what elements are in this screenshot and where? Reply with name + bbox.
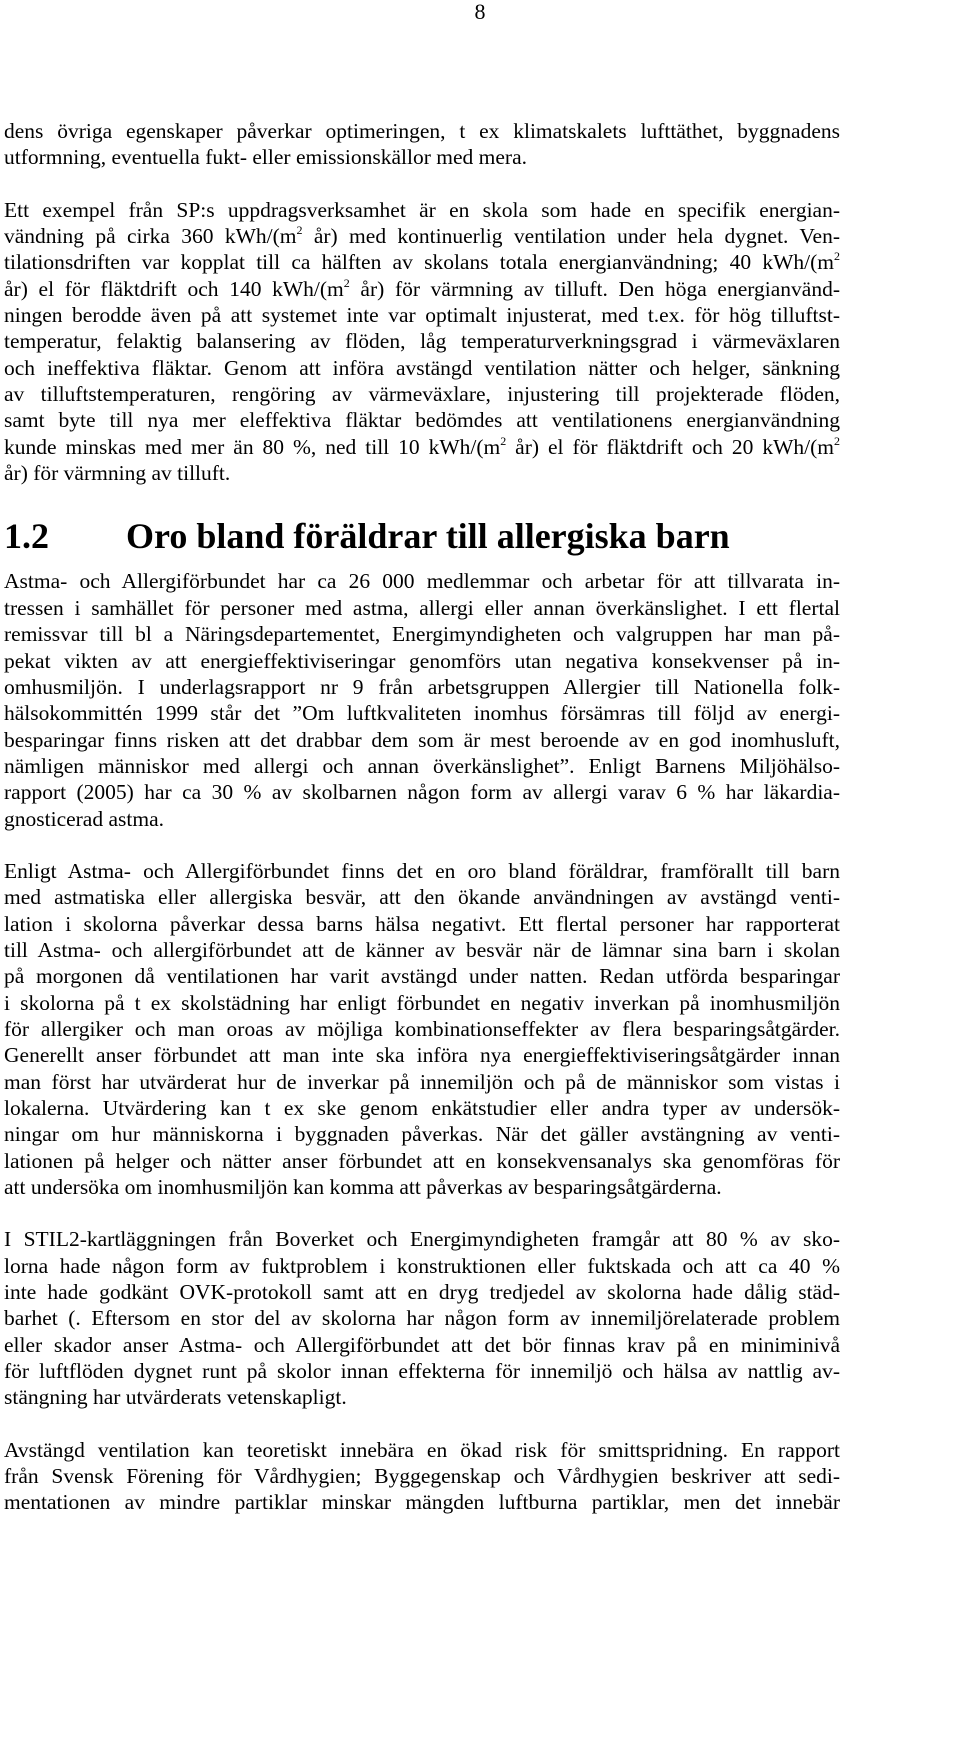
text-line: på morgonen då ventilationen har varit avstängd under natten. Redan utförda besparingar	[4, 964, 840, 989]
paragraph-3	[4, 568, 840, 831]
text-line: Avstängd ventilation kan teoretiskt innebära en ökad risk för smittspridning. En rapport	[4, 1437, 840, 1462]
text-line: inte hade godkänt OVK-protokoll samt att en dryg tredjedel av skolorna hade dålig städ-	[4, 1280, 840, 1305]
text-line: barhet (. Eftersom en stor del av skolorna har någon form av innemiljörelaterade problem	[4, 1306, 840, 1331]
text-line: omhusmiljön. I underlagsrapport nr 9 från arbetsgruppen Allergier till Nationella folk-	[4, 674, 840, 699]
superscript: 2	[343, 275, 350, 290]
superscript: 2	[834, 433, 840, 448]
paragraph-4	[4, 858, 840, 1200]
text-line: mentationen av mindre partiklar minskar mängden luftburna partiklar, men det innebär	[4, 1490, 840, 1515]
text-line: med astmatiska eller allergiska besvär, att den ökande användningen av avstängd venti-	[4, 885, 840, 910]
text-line: ningar om hur människorna i byggnaden påverkas. När det gäller avstängning av venti-	[4, 1122, 840, 1147]
text-line: samt byte till nya mer eleffektiva fläktar bedömdes att ventilationens energianvändning	[4, 408, 840, 433]
text-line: år) för värmning av tilluft.	[4, 461, 231, 486]
text-line: temperatur, felaktig balansering av flöden, låg temperaturverkningsgrad i värmeväxlaren	[4, 329, 840, 354]
text-line: dens övriga egenskaper påverkar optimeringen, t ex klimatskalets lufttäthet, byggnadens	[4, 119, 840, 143]
section-number: 1.2	[4, 516, 49, 557]
text-line: Generellt anser förbundet att man inte ska införa nya energieffektiviseringsåtgärder innan	[4, 1043, 840, 1068]
paragraph-1	[4, 118, 840, 171]
text-line: för allergiker och man oroas av möjliga kombinationseffekter av flera besparingsåtgärder.	[4, 1016, 840, 1041]
text-line: till Astma- och allergiförbundet att de känner av besvär när de lämnar sina barn i skolan	[4, 937, 840, 962]
text-line: lokalerna. Utvärdering kan t ex ske genom enkätstudier eller andra typer av undersök-	[4, 1096, 840, 1120]
paragraph-5	[4, 1226, 840, 1410]
text-line: i skolorna på t ex skolstädning har enligt förbundet en negativ inverkan på inomhusmiljön	[4, 990, 840, 1015]
superscript: 2	[500, 433, 507, 448]
text-line: år) el för fläktdrift och 140 kWh/($m^2$ år) för värmning av tilluft. Den höga energianvänd-	[4, 275, 840, 301]
text-line: att undersöka om inomhusmiljön kan komma att påverkas av besparingsåtgärderna.	[4, 1175, 722, 1200]
text-line: av tilluftstemperaturen, rengöring av värmeväxlare, injustering till projekterade flöden,	[4, 382, 840, 407]
text-line: tressen i samhället för personer med astma, allergi eller annan överkänslighet. I ett flertal	[4, 595, 840, 620]
text-line: gnosticerad astma.	[4, 806, 165, 831]
text-line: eller skador anser Astma- och Allergiförbundet att det bör finnas krav på en miniminivå	[4, 1332, 840, 1357]
text-line: I STIL2-kartläggningen från Boverket och Energimyndigheten framgår att 80 % av sko-	[4, 1227, 840, 1252]
text-line: hälsokommittén 1999 står det ”Om luftkvaliteten inomhus försämras till följd av energi-	[4, 701, 840, 726]
text-line: remissvar till bl a Näringsdepartementet, Energimyndigheten och valgruppen har man på-	[4, 622, 840, 647]
text-line: tilationsdriften var kopplat till ca hälften av skolans totala energianvändning; 40 kWh/($m^2$	[4, 249, 840, 275]
text-line: besparingar finns risken att det drabbar dem som är mest beroende av en god inomhusluft,	[4, 727, 840, 752]
text-line: Enligt Astma- och Allergiförbundet finns det en oro bland föräldrar, framförallt till barn	[4, 858, 840, 883]
text-line: för luftflöden dygnet runt på skolor innan effekterna för innemiljö och hälsa av nattlig av-	[4, 1359, 840, 1384]
text-line: och ineffektiva fläktar. Genom att införa avstängd ventilation nätter och helger, sänkning	[4, 355, 840, 380]
text-line: nämligen människor med allergi och annan överkänslighet”. Enligt Barnens Miljöhälso-	[4, 753, 840, 778]
text-line: man först har utvärderat hur de inverkar på innemiljön och på de människor som vistas i	[4, 1069, 840, 1094]
text-line: rapport (2005) har ca 30 % av skolbarnen någon form av allergi varav 6 % har läkardia-	[4, 780, 840, 805]
text-line: ningen berodde även på att systemet inte var optimalt injusterat, med t.ex. för hög tilluftst-	[4, 303, 840, 328]
page-number: 8	[474, 0, 486, 24]
superscript: 2	[834, 249, 840, 264]
text-line: lationen på helger och nätter anser förbundet att en konsekvensanalys ska genomföras för	[4, 1148, 840, 1173]
section-heading	[4, 514, 840, 558]
document-body	[4, 118, 840, 1516]
text-line: kunde minskas med mer än 80 %, ned till 10 kWh/($m^2$ år) el för fläktdrift och 20 kWh/($m^2$	[4, 433, 840, 459]
text-line: lorna hade någon form av fuktproblem i konstruktionen eller fuktskada och att ca 40 %	[4, 1253, 840, 1278]
text-line: Ett exempel från SP:s uppdragsverksamhet är en skola som hade en specifik energian-	[4, 197, 840, 222]
text-line: pekat vikten av att energieffektiviseringar genomförs utan negativa konsekvenser på in-	[4, 648, 840, 673]
superscript: 2	[296, 222, 303, 237]
text-line: vändning på cirka 360 kWh/($m^2$ år) med kontinuerlig ventilation under hela dygnet. Ven-	[4, 222, 840, 249]
paragraph-2	[4, 197, 840, 487]
text-line: Astma- och Allergiförbundet har ca 26 000 medlemmar och arbetar för att tillvarata in-	[4, 569, 840, 594]
text-line: stängning har utvärderats vetenskapligt.	[4, 1385, 347, 1410]
paragraph-6	[4, 1437, 840, 1516]
text-line: från Svensk Förening för Vårdhygien; Byggegenskap och Vårdhygien beskriver att sedi-	[4, 1464, 840, 1489]
section-title: Oro bland föräldrar till allergiska barn	[126, 516, 730, 557]
text-line: utformning, eventuella fukt- eller emissionskällor med mera.	[4, 145, 528, 170]
text-line: lation i skolorna påverkar dessa barns hälsa negativt. Ett flertal personer har rapporterat	[4, 911, 840, 936]
